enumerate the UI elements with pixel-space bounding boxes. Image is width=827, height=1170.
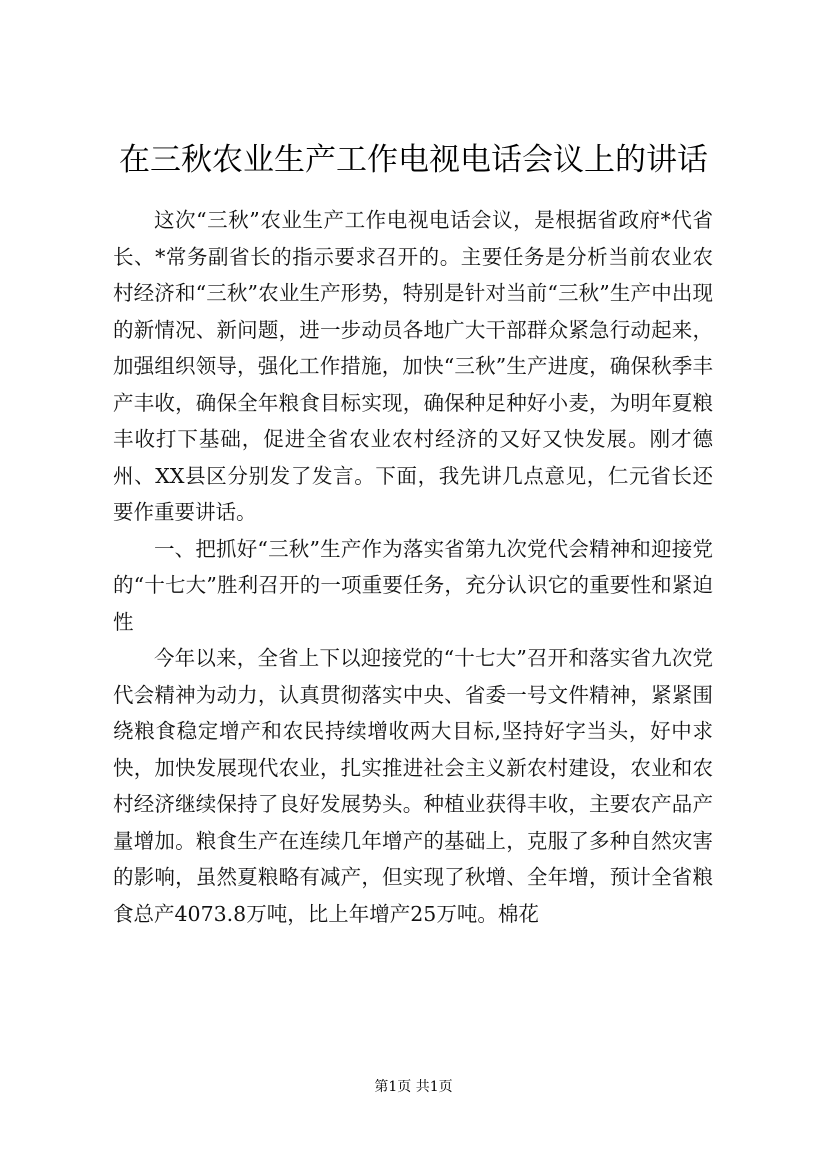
paragraph-review: 今年以来，全省上下以迎接党的“十七大”召开和落实省九次党代会精神为动力，认真贯彻落实中央、省委一号文件精神，紧紧围绕粮食稳定增产和农民持续增收两大目标,坚持好字当头，好中求快，加快发展现代农业，扎实推进社会主义新农村建设，农业和农村经济继续保持了良好发展势头。种植业获得丰收，主要农产品产量增加。粮食生产在连续几年增产的基础上，克服了多种自然灾害的影响，虽然夏粮略有减产，但实现了秋增、全年增，预计全省粮食总产4073.8万吨，比上年增产25万吨。棉花 (113, 646, 713, 926)
page-footer: 第1页 共1页 (374, 1079, 453, 1095)
section-heading-one: 一、把抓好“三秋”生产作为落实省第九次党代会精神和迎接党的“十七大”胜利召开的一项重要任务，充分认识它的重要性和紧迫性 (113, 536, 713, 634)
document-body (113, 202, 713, 932)
page-title: 在三秋农业生产工作电视电话会议上的讲话 (119, 142, 708, 178)
paragraph-intro: 这次“三秋”农业生产工作电视电话会议，是根据省政府*代省长、*常务副省长的指示要求召开的。主要任务是分析当前农业农村经济和“三秋”农业生产形势，特别是针对当前“三秋”生产中出现的新情况、新问题，进一步动员各地广大干部群众紧急行动起来，加强组织领导，强化工作措施，加快“三秋”生产进度，确保秋季丰产丰收，确保全年粮食目标实现，确保种足种好小麦，为明年夏粮丰收打下基础，促进全省农业农村经济的又好又快发展。刚才德州、XX县区分别发了发言。下面，我先讲几点意见，仁元省长还要作重要讲话。 (113, 208, 713, 524)
